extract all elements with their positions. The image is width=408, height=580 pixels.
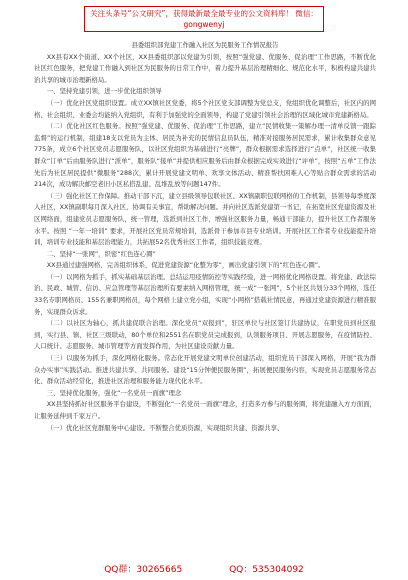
report-title: 县委组织部党建工作融入社区为民服务工作情况报告 (131, 41, 279, 49)
paragraph: （二）优化社区红色服务。按照“强党建、优服务、促治理”工作思路，建立“民情收集一策解办理一清单反馈一跟踪监督”的运行机制，组建18支以党员为主体、居民为补充的民情信息员队伍，精准对接服务居民需求，累计收集群众意见775条，成立6个社区党员志愿服务队，以社区党组织为基础进行“亮牌”，群众根据需求选择进行“点单”，社区统一收集群众“订单”后由服务队进行“派单”，服务队“接单”并提供相应服务后由群众根据完成实效进行“评单”，按照“五单”工作法先后为社区居民提供“微服务”288次，累计开展党建文明单、欢享文体活动、精准帮扶困难人心等贴合群众需求的活动214次，成功解决邮空老旧小区私搭乱建、乱堆乱放等问题147件。 (34, 122, 376, 189)
paragraph: （一）以网格为抓手，抓实基础基层治理。总结运用疫情防控等实践经验，进一网格优化网格设置。将党建、政法综治、民政、城管、信访、应急管理等基层治理所有要素纳入网格管理，统一成“一张网”，5个社区共划分33个网格，选任33名专职网格员、155名兼职网格员，每个网格上建立党小组，实现“小网格”搭载社情民意，再通过党建资源进行精准服务，实现群众诉求。 (34, 272, 376, 316)
contact-footer (0, 560, 408, 580)
paragraph: （一）优化社区党群服务中心建设。不断整合优质资源，实现组织共建、资源共享、 (46, 423, 284, 432)
section-heading: 二、坚持“一张网”，织密“红色连心圈” (46, 249, 156, 258)
paragraph: XX县有XX个街道、XX个社区，XX县委组织部以党建为引领，按照“强党建、优服务、促治理”工作思路，不断优化社区红色服务，把党建工作融入到社区为民服务的日常工作中，着力提升基层治理精细化、规范化水平，积极构建共建共治共享的城市治理新格局。 (34, 52, 376, 84)
promo-banner-text: 关注头条号“公文研究”，获得最新最全最专业的公文资料库！ 微信：gongwenyj (90, 9, 318, 29)
paragraph: （三）强化社区工作保障。推动干部下沉，建立县级领导包联社区、XX镇副职包联网格的工作机制，县领导每季度深入社区，XX镇副职每月深入社区，协调有关事宜，帮助解决问题。并向社区选派党建第一书记，在拓宽社区党建资源及社区网络面，组建党员志愿服务队，统一管理，选派到社区工作，增强社区服务力量，畅通干部能力，提升社区工作者服务水平。按照 ”一年一培训” 要求，开展社区党员常规培训，选派骨干参加市县专业培训。开展社区工作者专业技能提升培训，培训专业技能和基层治理能力，共拓展52名优秀社区工作者，组织技能竞赛。 (34, 191, 376, 247)
paragraph: （三）以服务为抓手，深化网格化服务。常态化开展党建文明单位创建活动，组织党员干部深入网格，开展“我为群众办实事”实践活动。推进共建共享、共同服务。建设“15分钟便民服务圈”，拓展便民服务内容，实现党员志愿服务常态化、群众活动经常化，推进社区治理和服务能力现代化水平。 (34, 354, 376, 386)
section-heading: 三、坚持优化服务，强化“一名党员一面旗”理念 (46, 388, 182, 397)
section-heading: 一、坚持党建引领，进一步优化组织领导 (46, 87, 162, 96)
paragraph: XX县坚持抓好社区服务平台建设，不断强化“一名党员一面旗”理念，打造多方参与的服务圈，将党建融入方方面面，让服务延伸到千家万户。 (34, 400, 376, 420)
paragraph: XX县通过建强网格、完善组织体系，促进党建资源“化整为零”，画出党建引领下的“红色连心圈”。 (46, 261, 325, 270)
qq-number: QQ：535304092 (229, 565, 304, 575)
paragraph: （一）优化社区党组织设置。成立XX镇社区党委，将5个社区党支部调整为党总支，党组织优化调整后，社区内的网格、社会组织、业委会均能纳入党组织，有利于加强党的全面领导，构建了党建引领社会治理的区域化城市党建新格局。 (34, 98, 376, 119)
qq-group: QQ群：30265665 (104, 565, 183, 575)
promo-banner (84, 6, 324, 32)
report-document (34, 40, 376, 434)
paragraph: （二）以社区为轴心，抓共建促联合治理。深化党员“双报到”，驻区单位与社区签订共建协议，在职党员到社区报到，实行县、镇、社区三级联动，80个单位和2551名在职党员完成报到，认领服务项目、开展志愿服务，在疫情防控、人口统计、志愿服务、城市管理等方面发挥作用，为社区建设贡献力量。 (34, 319, 376, 351)
